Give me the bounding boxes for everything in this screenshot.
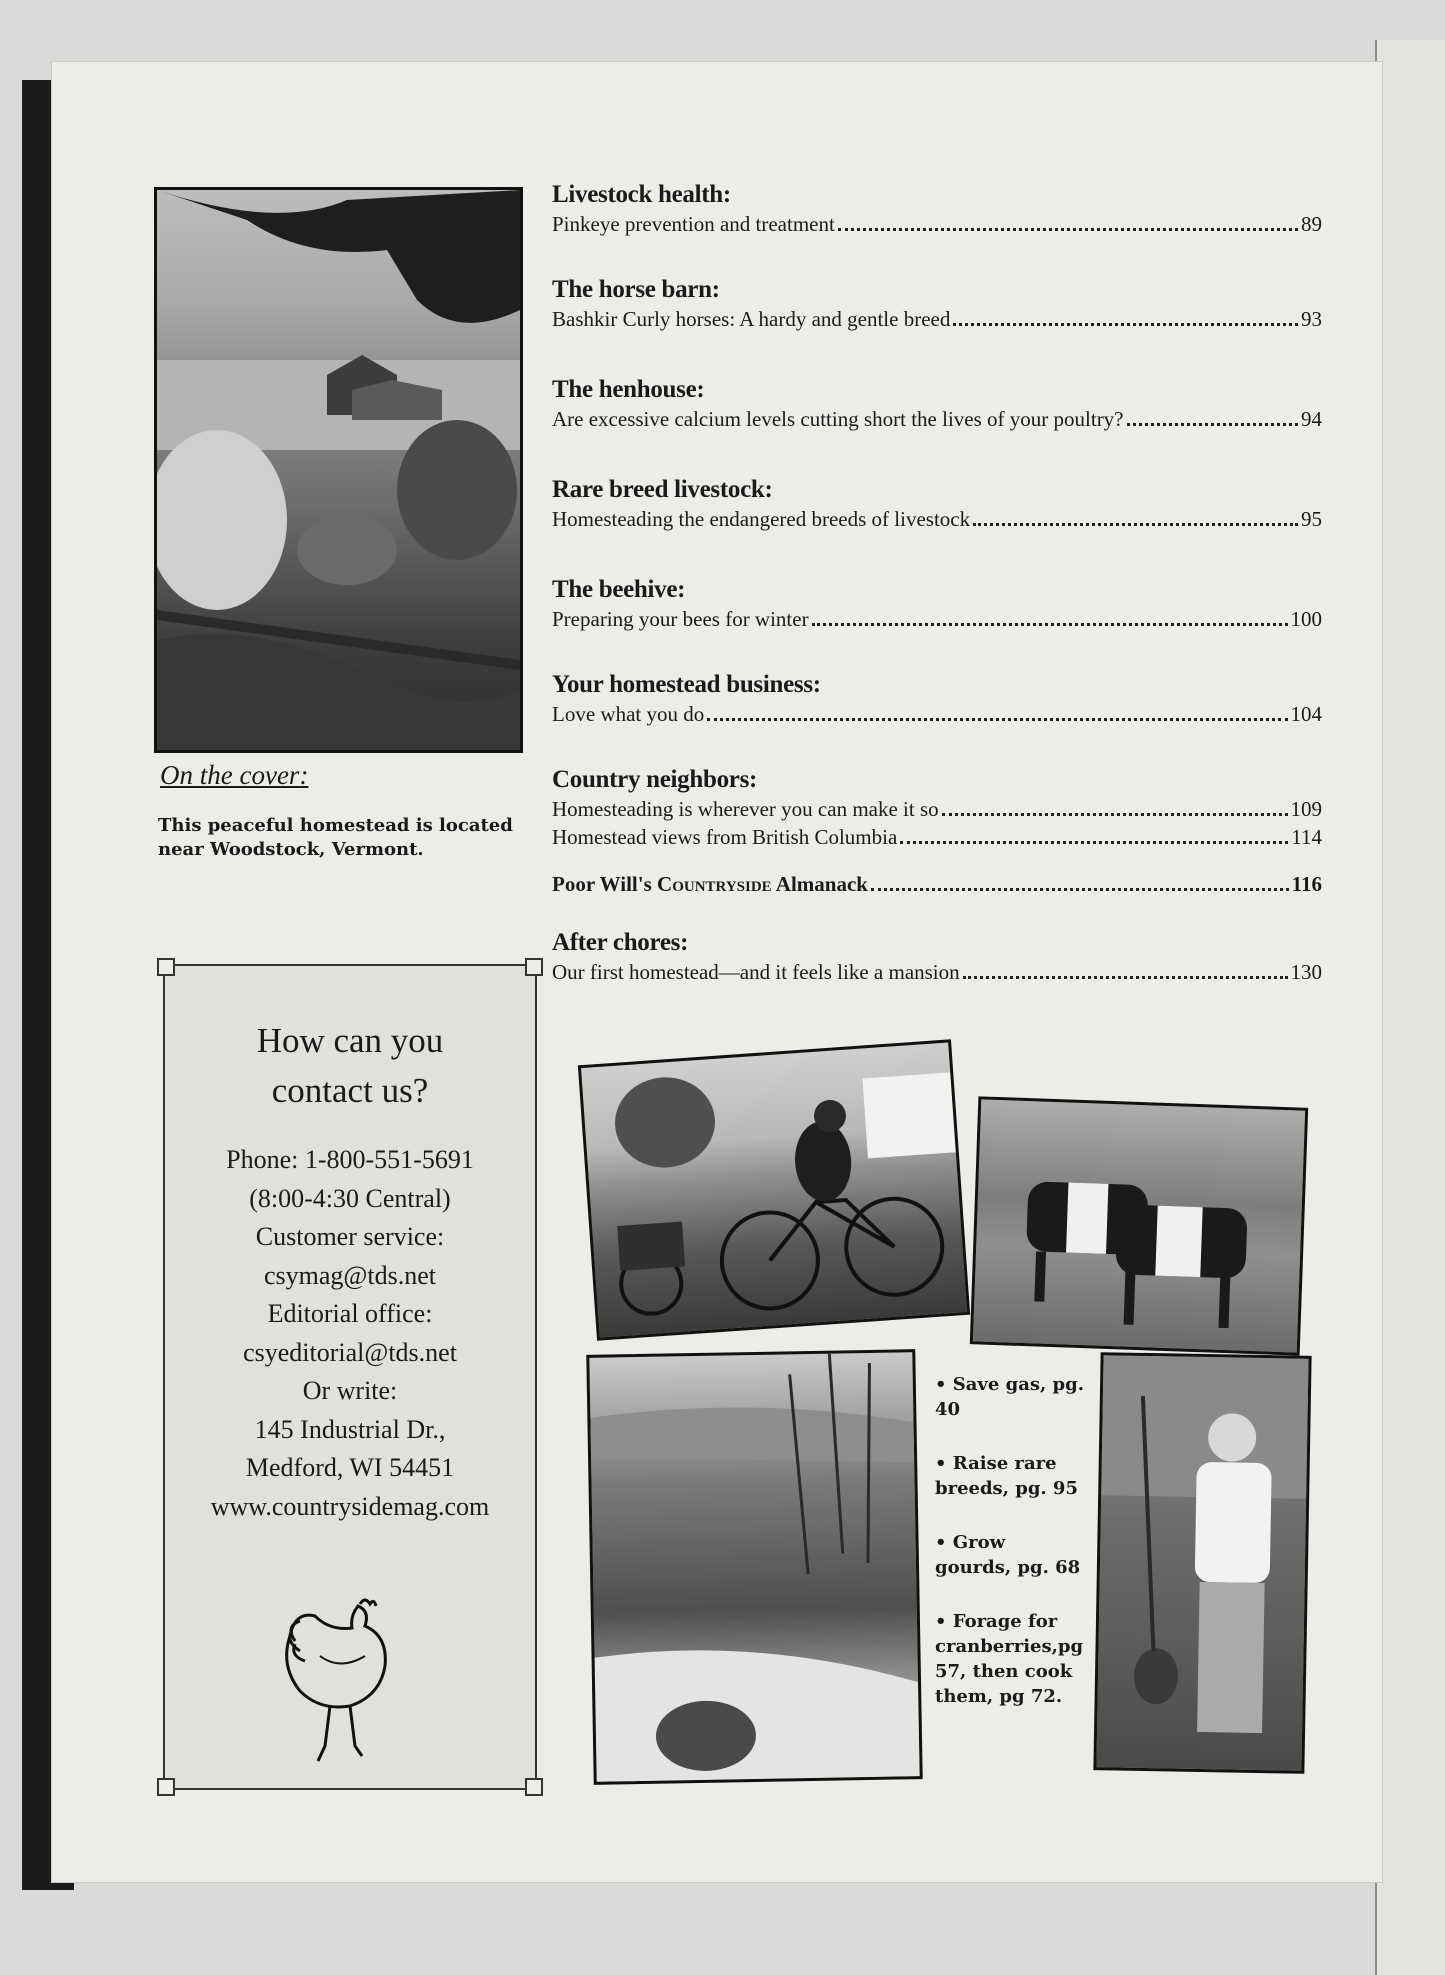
toc-line [552,870,1322,898]
contact-heading: How can you contact us? [256,1021,444,1110]
toc-line [552,405,1322,433]
contact-box [163,964,537,1790]
bullet-item: • Forage for cranberries,pg 57, then cook them, pg 72. [935,1611,1084,1707]
toc-page-number: 104 [1290,702,1322,726]
toc-line [552,823,1322,851]
toc-title: Homestead views from British Columbia [552,825,898,849]
cover-photo [154,187,523,753]
toc-line [552,210,1322,238]
customer-service-email[interactable]: csymag@tds.net [264,1260,436,1290]
magazine-page [52,62,1382,1882]
toc-entry-homestead-business[interactable] [552,670,1322,728]
toc-title: Homesteading is wherever you can make it so [552,797,939,821]
toc-heading: Your homestead business: [552,671,821,698]
toc-title: Our first homestead—and it feels like a mansion [552,960,960,984]
write-label: Or write: [302,1376,398,1405]
toc-page-number: 109 [1290,797,1322,821]
toc-heading: The beehive: [552,576,686,603]
cover-caption-body: This peaceful homestead is located near Woodstock, Vermont. [158,815,513,860]
toc-title: Preparing your bees for winter [552,607,809,631]
toc-heading: The horse barn: [552,276,720,303]
toc-title: Are excessive calcium levels cutting short the lives of your poultry? [552,407,1124,431]
toc-title: Poor Will's Countryside Almanack [552,872,868,896]
toc-entry-henhouse[interactable] [552,375,1322,433]
toc-line [552,605,1322,633]
toc-page-number: 114 [1291,825,1322,849]
toc-heading: Rare breed livestock: [552,476,773,503]
toc-line [552,505,1322,533]
toc-heading: Livestock health: [552,181,731,208]
bullet-item: • Raise rare breeds, pg. 95 [935,1453,1078,1499]
cows-illustration [973,1099,1305,1352]
toc-line [552,958,1322,986]
bicycle-illustration [581,1042,967,1337]
toc-title: Pinkeye prevention and treatment [552,212,835,236]
snowy-yard-photo [586,1349,922,1785]
toc-entry-country-neighbors[interactable] [552,765,1322,851]
editorial-office-label: Editorial office: [267,1299,433,1328]
cover-caption-heading: On the cover: [160,760,309,790]
feature-bullets [935,1372,1085,1738]
toc-entry-beehive[interactable] [552,575,1322,633]
toc-heading: The henhouse: [552,376,705,403]
bicycle-trailer-photo [578,1039,970,1340]
toc-line [552,795,1322,823]
customer-service-label: Customer service: [255,1222,445,1251]
toc-title: Love what you do [552,702,705,726]
editorial-email[interactable]: csyeditorial@tds.net [243,1337,457,1367]
address-street: 145 Industrial Dr., [254,1414,446,1444]
toc-entry-almanack[interactable] [552,870,1322,898]
toc-title: Homesteading the endangered breeds of livestock [552,507,971,531]
toc-page-number: 130 [1290,960,1322,984]
toc-heading: Country neighbors: [552,766,758,793]
bullet-item: • Grow gourds, pg. 68 [935,1532,1081,1578]
next-page-edge [1375,40,1445,1975]
rooster-icon [270,1596,410,1766]
toc-title: Bashkir Curly horses: A hardy and gentle breed [552,307,951,331]
toc-entry-horse-barn[interactable] [552,275,1322,333]
toc-page-number: 94 [1301,407,1322,431]
toc-entry-rare-breed[interactable] [552,475,1322,533]
contact-details [165,1141,535,1526]
contact-phone: Phone: 1-800-551-5691 [226,1145,474,1174]
belted-cows-photo [970,1096,1308,1355]
man-illustration [1096,1355,1308,1771]
toc-line [552,700,1322,728]
contact-hours: (8:00-4:30 Central) [249,1183,451,1213]
toc-heading: After chores: [552,929,689,956]
toc-entry-after-chores[interactable] [552,928,1322,986]
cover-photo-illustration [157,190,520,750]
address-city: Medford, WI 54451 [245,1453,455,1482]
toc-line [552,305,1322,333]
toc-page-number: 95 [1301,507,1322,531]
snow-illustration [589,1352,919,1782]
toc-page-number: 116 [1291,872,1322,896]
toc-page-number: 100 [1290,607,1322,631]
toc-page-number: 93 [1301,307,1322,331]
bullet-item: • Save gas, pg. 40 [935,1374,1084,1420]
toc-entry-livestock-health[interactable] [552,180,1322,238]
gourd-man-photo [1093,1352,1311,1774]
toc-page-number: 89 [1301,212,1322,236]
website-link[interactable]: www.countrysidemag.com [210,1491,490,1521]
